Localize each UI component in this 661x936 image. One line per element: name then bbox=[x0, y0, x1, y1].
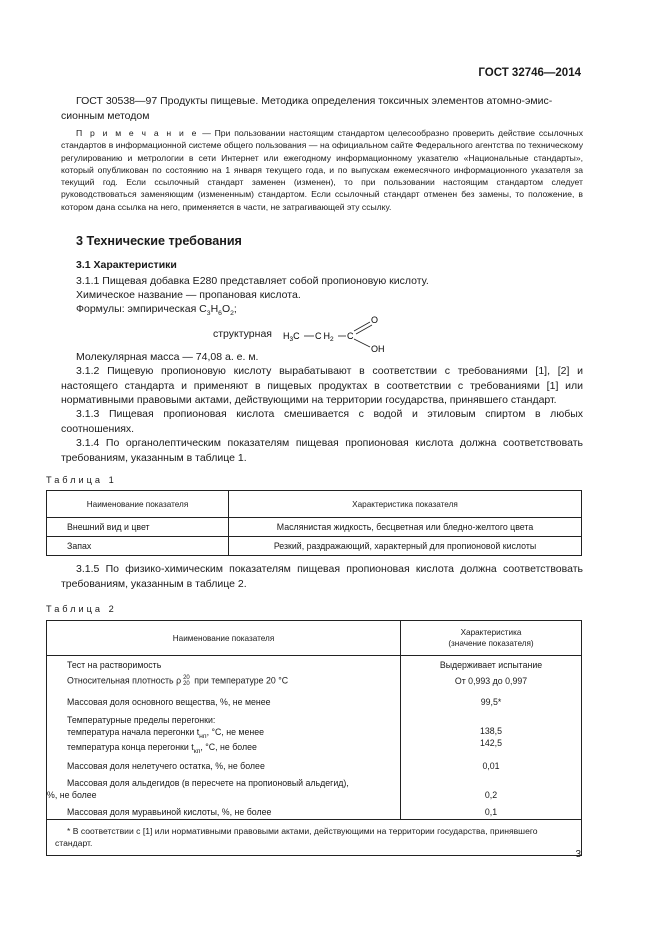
table-2-cell: 0,01 bbox=[401, 757, 582, 776]
density-label: Относительная плотность ρ bbox=[67, 675, 182, 686]
table-2-cell: Тест на растворимость bbox=[47, 656, 401, 673]
reference-line-2: сионным методом bbox=[61, 109, 150, 122]
table-2-cell: От 0,993 до 0,997 bbox=[401, 672, 582, 695]
table-2-header-char bbox=[401, 621, 582, 656]
table-row bbox=[47, 757, 582, 776]
table-2-cell bbox=[47, 672, 401, 695]
paragraph-3-1-3: 3.1.3 Пищевая пропионовая кислота смешивается с водой и этиловым спиртом в любых соотношениях. bbox=[61, 408, 583, 435]
formula-label: Формулы: эмпирическая С bbox=[76, 303, 207, 315]
subsection-title: 3.1 Характеристики bbox=[76, 259, 177, 271]
table-2-cell bbox=[47, 776, 401, 803]
table-row bbox=[47, 695, 582, 712]
reference-line-1: ГОСТ 30538—97 Продукты пищевые. Методика определения токсичных элементов атомно-эмис- bbox=[76, 95, 553, 107]
table-2-cell: 0,2 bbox=[401, 776, 582, 803]
header-char-line-2: (значение показателя) bbox=[448, 639, 534, 648]
density-indices bbox=[183, 675, 190, 687]
paragraph-3-1-1: 3.1.1 Пищевая добавка Е280 представляет собой пропионовую кислоту. bbox=[76, 275, 429, 287]
table-1-caption: Таблица 1 bbox=[46, 475, 117, 485]
table-2-caption: Таблица 2 bbox=[46, 604, 117, 614]
table-2-cell: Массовая доля муравьиной кислоты, %, не более bbox=[47, 803, 401, 820]
page-number: 3 bbox=[575, 849, 581, 860]
table-1-header-char: Характеристика показателя bbox=[229, 491, 582, 518]
table-row bbox=[47, 518, 582, 537]
table-2-cell: Массовая доля основного вещества, %, не менее bbox=[47, 695, 401, 712]
table-1 bbox=[46, 490, 582, 556]
table-2-cell: 0,1 bbox=[401, 803, 582, 820]
table-2-cell bbox=[401, 712, 582, 757]
note-paragraph bbox=[61, 127, 583, 213]
note-text: — При пользовании настоящим стандартом целесообразно проверить действие ссылочных стандартов в информационной системе общего пользования — на официальном сайте Федерального агентства по техническому регулированию и метрологии в сети Интернет или ежегодному информационному указателю «Национальные стандарты», который опубликован по состоянию на 1 января текущего года, и по выпускам ежемесячного информационного указателя за текущий год. Если ссылочный стандарт заменен (изменен), то при пользовании настоящим стандартом следует руководствоваться заменяющим (измененным) стандартом. Если ссылочный стандарт отменен без замены, то положение, в котором дана ссылка на него, применяется в части, не затрагивающей эту ссылку. bbox=[61, 128, 584, 212]
table-1-header-row bbox=[47, 491, 582, 518]
formula-sub-h: 6 bbox=[218, 310, 222, 318]
paragraph-3-1-5: 3.1.5 По физико-химическим показателям пищевая пропионовая кислота должна соответствовать требованиям, указанным в таблице 2. bbox=[61, 563, 583, 590]
distillation-start-label: температура начала перегонки t bbox=[67, 726, 200, 737]
normative-reference bbox=[61, 94, 583, 123]
distillation-end-label: температура конца перегонки t bbox=[67, 741, 194, 752]
formula-h: Н bbox=[210, 303, 219, 315]
table-2-cell bbox=[47, 712, 401, 757]
document-number: ГОСТ 32746—2014 bbox=[478, 67, 581, 79]
aldehydes-line-1: Массовая доля альдегидов (в пересчете на пропионовый альдегид), bbox=[67, 778, 349, 788]
table-1-cell: Запах bbox=[47, 537, 229, 556]
table-2-footnote: * В соответствии с [1] или нормативными правовыми актами, действующими на территории государства, принявшего стандарт. bbox=[47, 820, 582, 856]
table-row bbox=[47, 656, 582, 673]
table-2-header-row bbox=[47, 621, 582, 656]
header-char-line-1: Характеристика bbox=[460, 627, 522, 637]
distillation-start-sub: нп bbox=[199, 732, 207, 740]
density-condition: при температуре 20 °С bbox=[191, 675, 289, 686]
struct-carbonyl-c: C bbox=[347, 331, 354, 341]
table-row bbox=[47, 537, 582, 556]
struct-h3c: $H_3C$ bbox=[283, 331, 300, 343]
distillation-end-value: 142,5 bbox=[479, 737, 502, 748]
table-row bbox=[47, 776, 582, 803]
table-2-header-name: Наименование показателя bbox=[47, 621, 401, 656]
table-1-cell: Внешний вид и цвет bbox=[47, 518, 229, 537]
struct-double-bond-a bbox=[354, 322, 370, 331]
struct-ch2: C $H_2$ bbox=[315, 331, 334, 343]
distillation-end bbox=[67, 742, 400, 757]
table-2 bbox=[46, 620, 582, 856]
table-1-cell: Резкий, раздражающий, характерный для пропионовой кислоты bbox=[229, 537, 582, 556]
table-1-cell: Маслянистая жидкость, бесцветная или бледно-желтого цвета bbox=[229, 518, 582, 537]
struct-double-bond-b bbox=[356, 325, 372, 334]
distillation-title: Температурные пределы перегонки: bbox=[67, 715, 216, 725]
aldehydes-line-2: %, не более bbox=[47, 789, 97, 800]
distillation-end-unit: , °С, не более bbox=[200, 741, 257, 752]
density-sup: 20 bbox=[183, 675, 190, 681]
struct-oxygen: O bbox=[371, 315, 379, 325]
struct-hydroxyl: OH bbox=[371, 344, 385, 354]
distillation-start bbox=[67, 727, 400, 742]
formula-sub-o: 2 bbox=[230, 310, 234, 318]
table-row bbox=[47, 712, 582, 757]
paragraph-3-1-2: 3.1.2 Пищевую пропионовую кислоту вырабатывают в соответствии с требованиями [1], [2] и настоящего стандарта и применяют в пищевых продуктах в соответствии с требованиями [1] или нормативными правовыми актами, действующими на территории государства, принявшего стандарт. bbox=[61, 365, 583, 406]
density-sub: 20 bbox=[183, 681, 190, 687]
table-2-cell: Массовая доля нелетучего остатка, %, не более bbox=[47, 757, 401, 776]
distillation-start-unit: , °С, не менее bbox=[206, 726, 265, 737]
structural-label: структурная bbox=[213, 328, 272, 340]
section-title: 3 Технические требования bbox=[76, 234, 242, 248]
distillation-start-value: 138,5 bbox=[479, 726, 502, 736]
empirical-formula bbox=[76, 302, 237, 321]
molar-mass: Молекулярная масса — 74,08 а. е. м. bbox=[76, 351, 259, 363]
table-row bbox=[47, 672, 582, 695]
table-1-header-name: Наименование показателя bbox=[47, 491, 229, 518]
table-2-footnote-row bbox=[47, 820, 582, 856]
table-2-cell: 99,5* bbox=[401, 695, 582, 712]
note-label: П р и м е ч а н и е bbox=[76, 128, 199, 138]
table-2-cell: Выдерживает испытание bbox=[401, 656, 582, 673]
formula-o: О bbox=[221, 303, 231, 315]
distillation-end-sub: кп bbox=[193, 747, 201, 755]
chemical-name: Химическое название — пропановая кислота. bbox=[76, 289, 301, 301]
table-row bbox=[47, 803, 582, 820]
formula-sub-c: 3 bbox=[206, 310, 211, 318]
formula-end: ; bbox=[233, 303, 237, 315]
paragraph-3-1-4: 3.1.4 По органолептическим показателям пищевая пропионовая кислота должна соответствовать требованиям, указанным в таблице 1. bbox=[61, 437, 583, 464]
struct-single-bond bbox=[354, 339, 370, 347]
